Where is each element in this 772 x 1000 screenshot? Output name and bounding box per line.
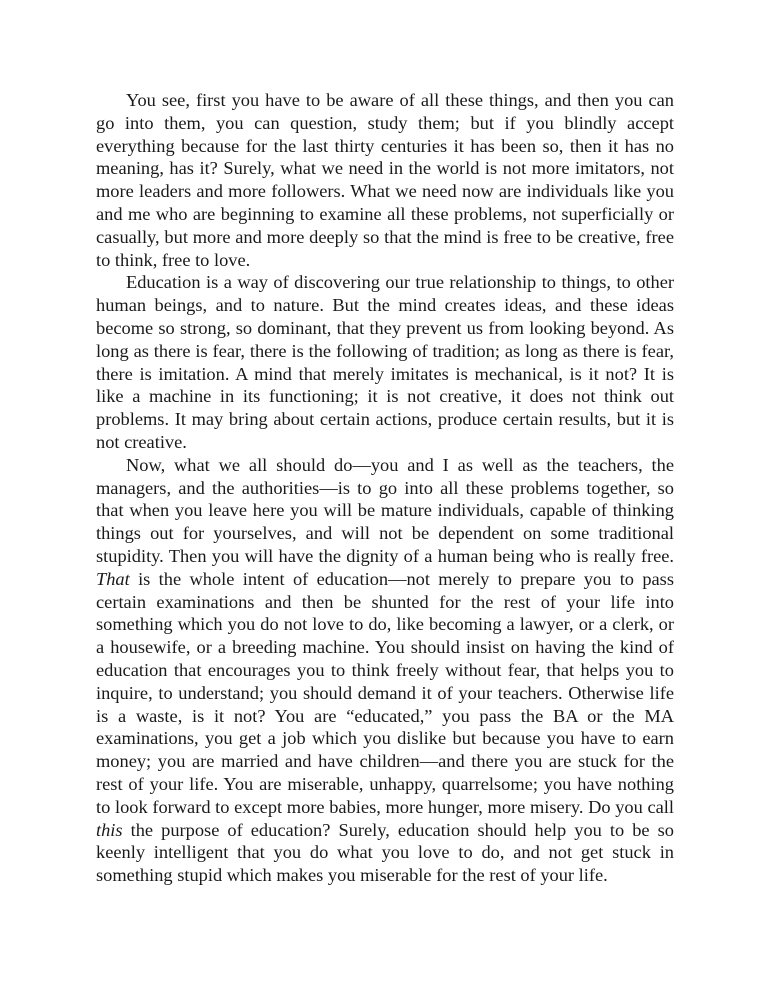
paragraph-3-emphasis-that: That: [96, 568, 130, 589]
paragraph-3-emphasis-this: this: [96, 819, 123, 840]
paragraph-1: [96, 89, 674, 271]
paragraph-3-text-part-3: the purpose of education? Surely, education should help you to be so keenly intelligent that you do what you love to do, and not get stuck in something stupid which makes you miserable for the rest of your life.: [96, 819, 674, 886]
document-page: [96, 89, 674, 887]
paragraph-3: [96, 454, 674, 887]
paragraph-3-text-part-1: Now, what we all should do—you and I as well as the teachers, the managers, and the authorities—is to go into all these problems together, so that when you leave here you will be mature individuals, capable of thinking things out for yourselves, and will not be dependent on some traditional stupidity. Then you will have the dignity of a human being who is really free.: [96, 454, 674, 566]
paragraph-3-text-part-2: is the whole intent of education—not merely to prepare you to pass certain examinations and then be shunted for the rest of your life into something which you do not love to do, like becoming a lawyer, or a clerk, or a housewife, or a breeding machine. You should insist on having the kind of education that encourages you to think freely without fear, that helps you to inquire, to understand; you should demand it of your teachers. Otherwise life is a waste, is it not? You are “educated,” you pass the BA or the MA examinations, you get a job which you dislike but because you have to earn money; you are married and have children—and there you are stuck for the rest of your life. You are miserable, unhappy, quarrelsome; you have nothing to look forward to except more babies, more hunger, more misery. Do you call: [96, 568, 674, 817]
paragraph-2: [96, 271, 674, 453]
paragraph-1-text: You see, first you have to be aware of all these things, and then you can go into them, you can question, study them; but if you blindly accept everything because for the last thirty centuries it has been so, then it has no meaning, has it? Surely, what we need in the world is not more imitators, not more leaders and more followers. What we need now are individuals like you and me who are beginning to examine all these problems, not superficially or casually, but more and more deeply so that the mind is free to be creative, free to think, free to love.: [96, 90, 674, 270]
paragraph-2-text: Education is a way of discovering our true relationship to things, to other human beings, and to nature. But the mind creates ideas, and these ideas become so strong, so dominant, that they prevent us from looking beyond. As long as there is fear, there is the following of tradition; as long as there is fear, there is imitation. A mind that merely imitates is mechanical, is it not? It is like a machine in its functioning; it is not creative, it does not think out problems. It may bring about certain actions, produce certain results, but it is not creative.: [96, 272, 674, 452]
